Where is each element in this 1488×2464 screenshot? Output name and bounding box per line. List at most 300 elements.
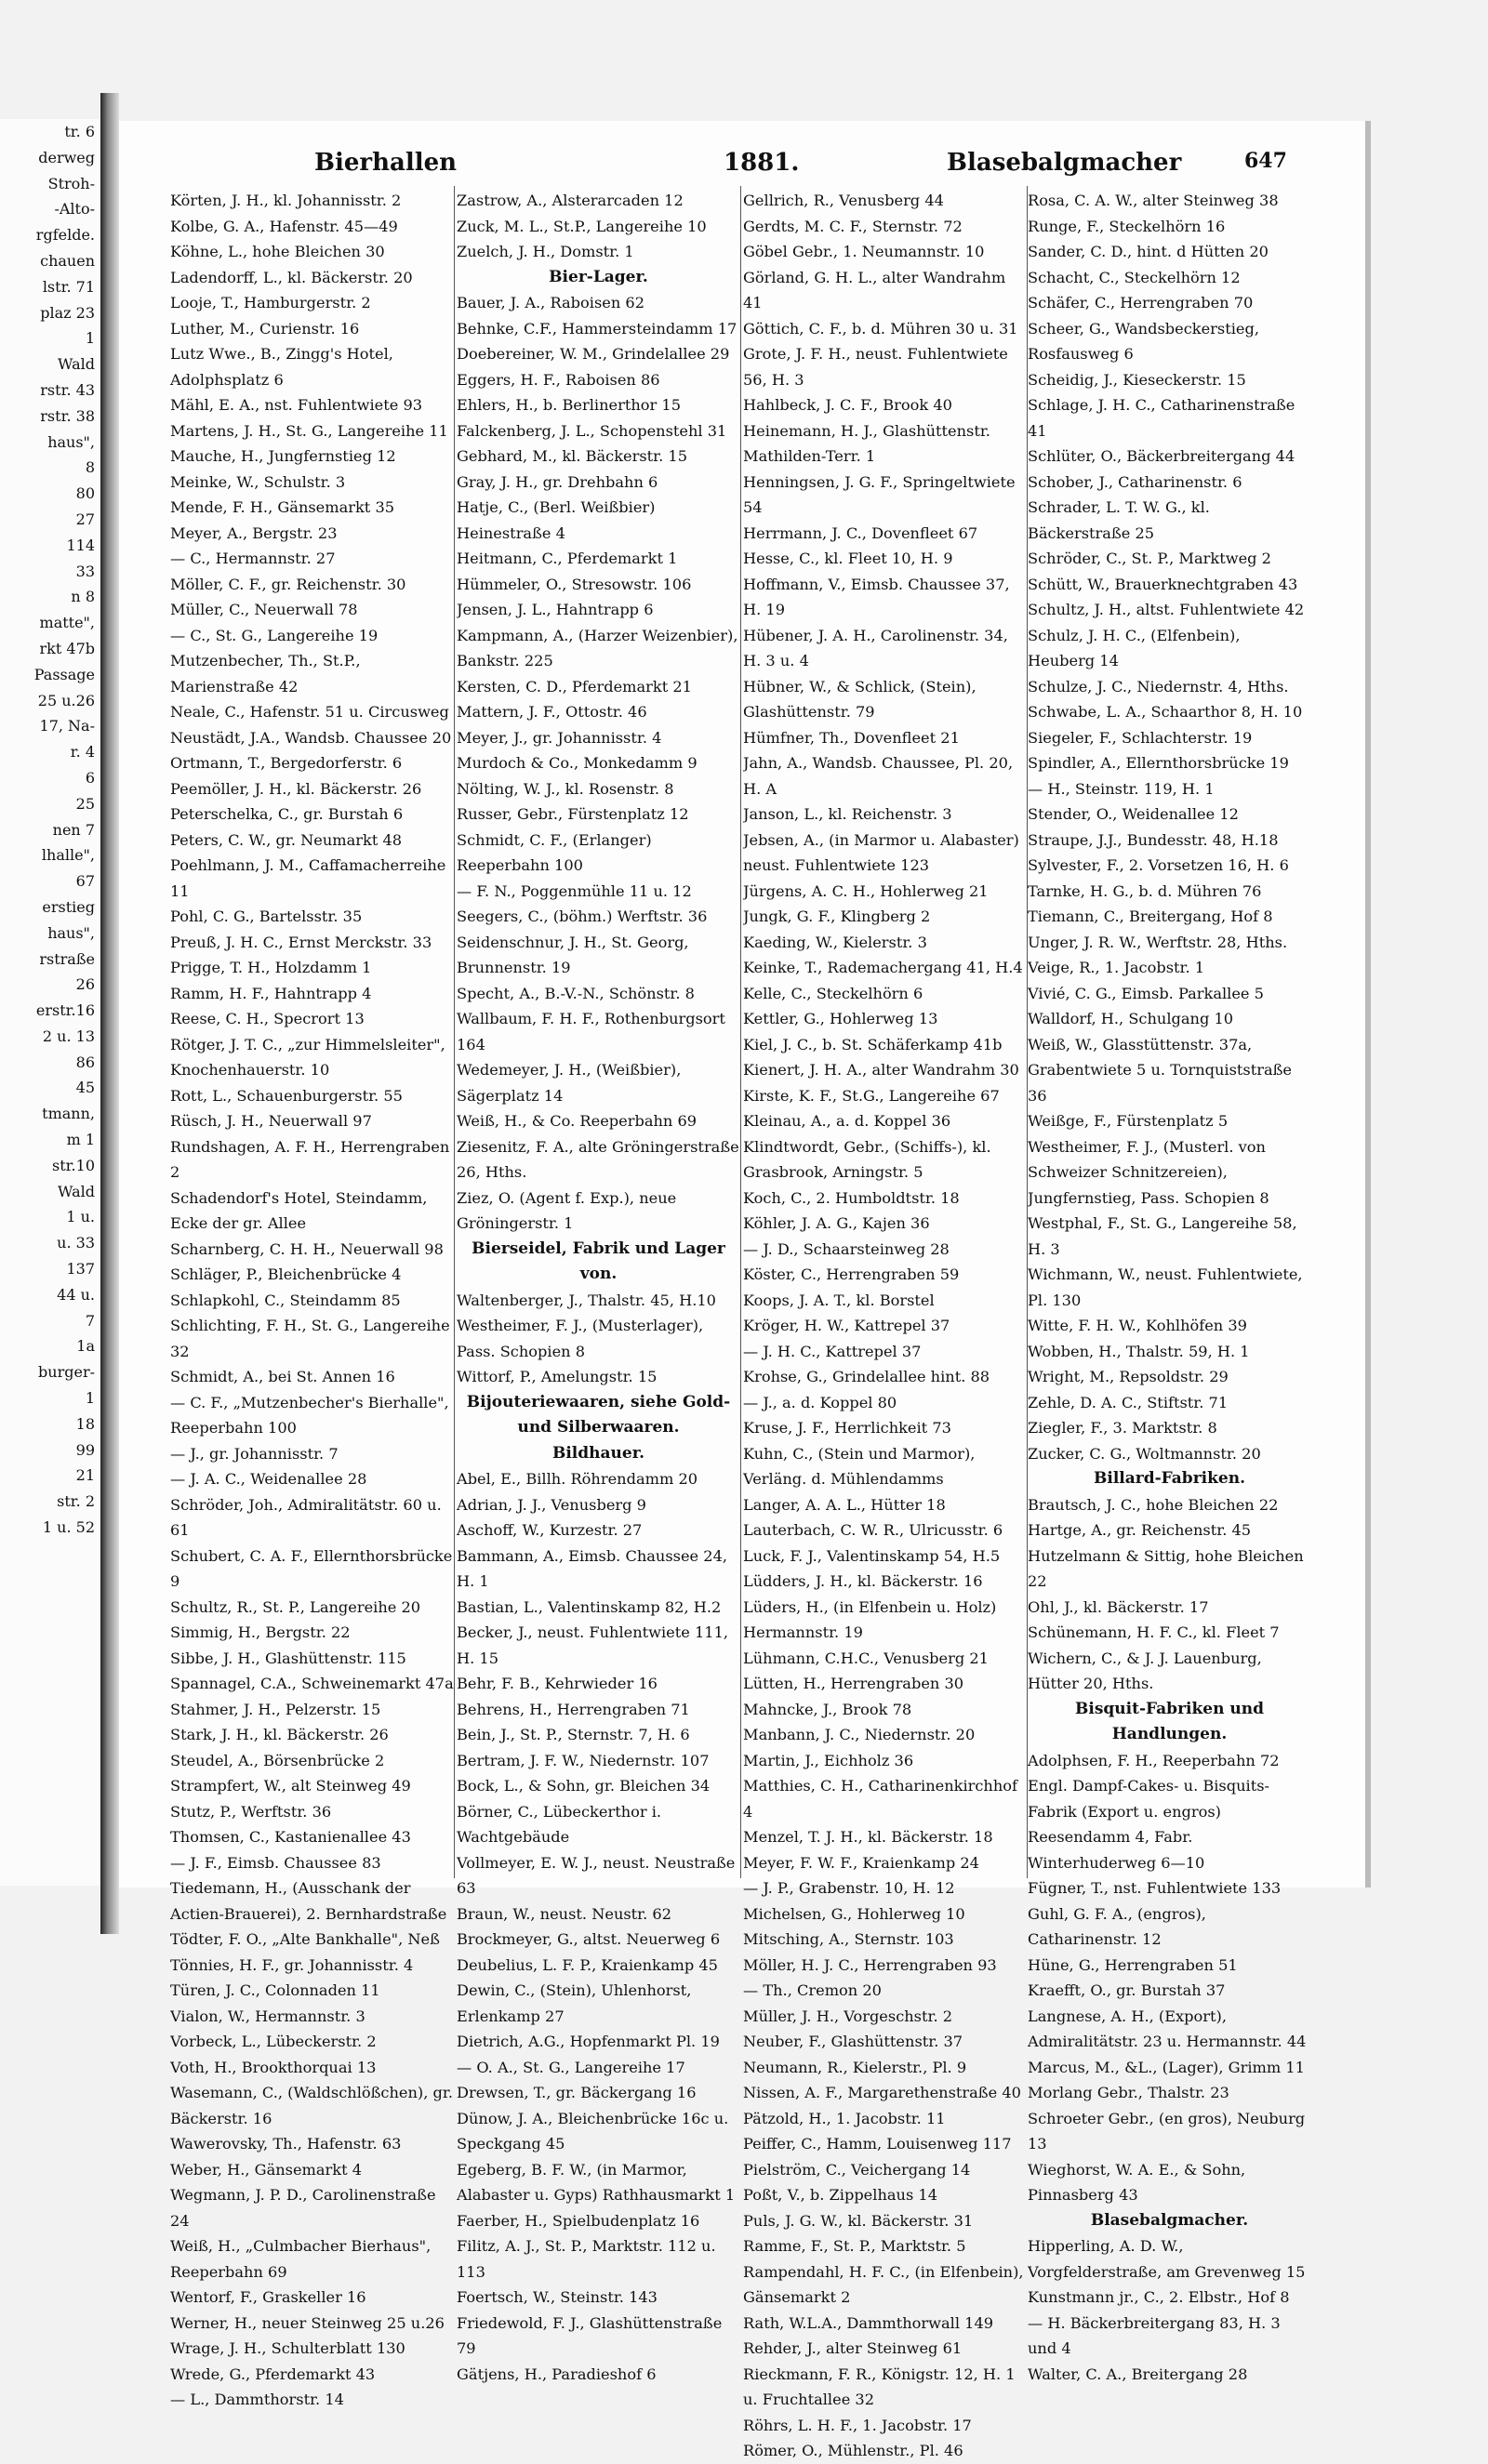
directory-entry: Ohl, J., kl. Bäckerstr. 17: [1028, 1597, 1209, 1616]
directory-entry: Wegmann, J. P. D., Carolinenstraße 24: [170, 2186, 436, 2230]
directory-entry: Voth, H., Brookthorquai 13: [170, 2058, 377, 2076]
fragment-line: 8: [85, 458, 95, 477]
directory-entry: Meyer, J., gr. Johannisstr. 4: [457, 728, 662, 747]
directory-entry: Hübner, W., & Schlick, (Stein), Glashüttenstr. 79: [743, 677, 976, 721]
directory-entry: Ziegler, F., 3. Marktstr. 8: [1028, 1419, 1217, 1437]
directory-entry: Morlang Gebr., Thalstr. 23: [1028, 2084, 1229, 2101]
entry-columns: [170, 188, 1361, 2459]
fragment-line: 137: [66, 1260, 95, 1278]
fragment-line: r. 4: [70, 743, 95, 762]
directory-entry: Zucker, C. G., Woltmannstr. 20: [1028, 1444, 1261, 1463]
directory-entry: Foertsch, W., Steinstr. 143: [457, 2288, 658, 2306]
directory-entry: Weiß, H., & Co. Reeperbahn 69: [457, 1112, 698, 1130]
directory-entry: Steudel, A., Börsenbrücke 2: [170, 1751, 385, 1769]
page-number: 647: [1244, 149, 1287, 173]
directory-entry: Vivié, C. G., Eimsb. Parkallee 5: [1028, 984, 1264, 1002]
directory-entry: Kraefft, O., gr. Burstah 37: [1028, 1981, 1226, 1999]
directory-entry: Tödter, F. O., „Alte Bankhalle", Neß: [170, 1930, 440, 1948]
fragment-line: str.10: [52, 1156, 95, 1174]
directory-entry: Puls, J. G. W., kl. Bäckerstr. 31: [743, 2211, 974, 2230]
header-left-title: Bierhallen: [314, 149, 458, 177]
directory-entry: Kunstmann jr., C., 2. Elbstr., Hof 8: [1028, 2288, 1290, 2306]
directory-entry: Weiß, W., Glasstüttenstr. 37a, Grabentwiete 5 u. Tornquiststraße 36: [1028, 1035, 1293, 1105]
fragment-line: 1: [85, 329, 95, 348]
fragment-line: 2 u. 13: [42, 1027, 95, 1045]
directory-entry: Werner, H., neuer Steinweg 25 u.26: [170, 2313, 445, 2332]
directory-entry: Tönnies, H. F., gr. Johannisstr. 4: [170, 1955, 414, 1974]
directory-entry: Wawerovsky, Th., Hafenstr. 63: [170, 2135, 402, 2153]
directory-entry: Janson, L., kl. Reichenstr. 3: [743, 805, 952, 823]
column-4: [1028, 188, 1311, 2387]
directory-entry: Schwabe, L. A., Schaarthor 8, H. 10: [1028, 703, 1303, 721]
directory-entry: Nölting, W. J., kl. Rosenstr. 8: [457, 779, 674, 798]
directory-entry: Luck, F. J., Valentinskamp 54, H.5: [743, 1546, 1001, 1565]
directory-entry: Behnke, C.F., Hammersteindamm 17: [457, 319, 737, 338]
directory-entry: Marcus, M., &L., (Lager), Grimm 11: [1028, 2058, 1305, 2076]
directory-entry: Gätjens, H., Paradieshof 6: [457, 2365, 657, 2383]
fragment-line: 18: [75, 1414, 95, 1433]
fragment-line: lhalle",: [41, 846, 95, 865]
directory-entry: Schmidt, A., bei St. Annen 16: [170, 1368, 395, 1385]
directory-entry: Pielström, C., Veichergang 14: [743, 2160, 971, 2179]
directory-entry: Neustädt, J.A., Wandsb. Chaussee 20: [170, 728, 452, 747]
directory-entry: Wasemann, C., (Waldschlößchen), gr. Bäckerstr. 16: [170, 2084, 453, 2127]
directory-entry: Schrader, L. T. W. G., kl. Bäckerstraße 25: [1028, 498, 1210, 542]
directory-entry: Rehder, J., alter Steinweg 61: [743, 2339, 963, 2357]
directory-entry: Bein, J., St. P., Sternstr. 7, H. 6: [457, 1726, 690, 1743]
fragment-line: 45: [75, 1079, 95, 1097]
directory-entry: Stark, J. H., kl. Bäckerstr. 26: [170, 1726, 389, 1743]
directory-entry: Rampendahl, H. F. C., (in Elfenbein), Gänsemarkt 2: [743, 2262, 1024, 2306]
directory-entry: Köhler, J. A. G., Kajen 36: [743, 1214, 930, 1232]
directory-entry: Kiel, J. C., b. St. Schäferkamp 41b: [743, 1035, 1003, 1053]
directory-entry: Schlichting, F. H., St. G., Langereihe 32: [170, 1317, 450, 1360]
directory-entry: Keinke, T., Rademachergang 41, H.4: [743, 959, 1023, 976]
fragment-line: tr. 6: [64, 123, 95, 140]
section-heading: Bierseidel, Fabrik und Lager von.: [472, 1239, 725, 1283]
header-year: 1881.: [724, 149, 800, 177]
directory-entry: Ziesenitz, F. A., alte Gröningerstraße 26, Hths.: [457, 1137, 739, 1181]
directory-entry: Strampfert, W., alt Steinweg 49: [170, 1777, 411, 1795]
fragment-line: Stroh-: [47, 174, 95, 192]
directory-entry: Gellrich, R., Venusberg 44: [743, 192, 944, 209]
directory-entry: Manbann, J. C., Niedernstr. 20: [743, 1726, 976, 1743]
directory-entry: Mahncke, J., Brook 78: [743, 1700, 912, 1718]
fragment-line: derweg: [38, 148, 95, 166]
fragment-line: 25 u.26: [37, 691, 95, 709]
directory-entry: — C., St. G., Langereihe 19: [170, 626, 379, 644]
directory-entry: Luther, M., Curienstr. 16: [170, 319, 360, 338]
directory-entry: Göbel Gebr., 1. Neumannstr. 10: [743, 243, 985, 260]
directory-entry: Vialon, W., Hermannstr. 3: [170, 2007, 365, 2025]
directory-entry: Hesse, C., kl. Fleet 10, H. 9: [743, 550, 953, 567]
directory-entry: Aschoff, W., Kurzestr. 27: [457, 1521, 643, 1539]
directory-entry: — L., Dammthorstr. 14: [170, 2391, 344, 2408]
directory-entry: Jahn, A., Wandsb. Chaussee, Pl. 20, H. A: [743, 754, 1014, 798]
fragment-line: Wald: [58, 1182, 95, 1200]
directory-entry: — J., gr. Johannisstr. 7: [170, 1444, 339, 1463]
directory-entry: Schroeter Gebr., (en gros), Neuburg 13: [1028, 2109, 1306, 2153]
directory-entry: Poehlmann, J. M., Caffamacherreihe 11: [170, 856, 446, 900]
directory-entry: Brautsch, J. C., hohe Bleichen 22: [1028, 1495, 1279, 1514]
directory-entry: Matthies, C. H., Catharinenkirchhof 4: [743, 1777, 1018, 1821]
directory-entry: Martens, J. H., St. G., Langereihe 11: [170, 421, 448, 440]
directory-entry: Wichern, C., & J. J. Lauenburg, Hütter 20, Hths.: [1028, 1649, 1262, 1692]
directory-entry: Sylvester, F., 2. Vorsetzen 16, H. 6: [1028, 856, 1289, 874]
directory-entry: Mutzenbecher, Th., St.P., Marienstraße 42: [170, 652, 361, 695]
directory-entry: Abel, E., Billh. Röhrendamm 20: [457, 1470, 698, 1488]
directory-entry: Jebsen, A., (in Marmor u. Alabaster) neust. Fuhlentwiete 123: [743, 830, 1019, 874]
directory-entry: Brockmeyer, G., altst. Neuerweg 6: [457, 1930, 721, 1948]
fragment-line: Wald: [58, 355, 95, 374]
directory-entry: Meinke, W., Schulstr. 3: [170, 472, 346, 491]
directory-entry: Hahlbeck, J. C. F., Brook 40: [743, 396, 952, 414]
directory-entry: Schröder, C., St. P., Marktweg 2: [1028, 550, 1271, 567]
directory-entry: Kampmann, A., (Harzer Weizenbier), Bankstr. 225: [457, 626, 738, 669]
facing-page-fragment: [0, 119, 102, 1886]
directory-entry: Möller, C. F., gr. Reichenstr. 30: [170, 575, 406, 593]
directory-entry: Rüsch, J. H., Neuerwall 97: [170, 1112, 372, 1130]
directory-entry: Römer, O., Mühlenstr., Pl. 46: [743, 2442, 963, 2459]
directory-entry: Mauche, H., Jungfernstieg 12: [170, 447, 396, 465]
directory-entry: Reese, C. H., Specrort 13: [170, 1010, 365, 1027]
directory-entry: — H., Steinstr. 119, H. 1: [1028, 779, 1215, 798]
directory-entry: — C. F., „Mutzenbecher's Bierhalle", Reeperbahn 100: [170, 1393, 449, 1437]
directory-entry: Hübener, J. A. H., Carolinenstr. 34, H. 3 u. 4: [743, 626, 1008, 669]
directory-entry: Mähl, E. A., nst. Fuhlentwiete 93: [170, 396, 423, 414]
directory-entry: Tarnke, H. G., b. d. Mühren 76: [1028, 881, 1262, 900]
directory-entry: Peemöller, J. H., kl. Bäckerstr. 26: [170, 779, 422, 798]
directory-entry: Doebereiner, W. M., Grindelallee 29: [457, 345, 730, 363]
directory-entry: Hutzelmann & Sittig, hohe Bleichen 22: [1028, 1546, 1304, 1590]
directory-entry: Scheer, G., Wandsbeckerstieg, Rosfausweg 6: [1028, 319, 1259, 363]
directory-entry: Hatje, C., (Berl. Weißbier) Heinestraße 4: [457, 498, 656, 542]
fragment-line: 80: [75, 484, 95, 503]
directory-entry: Jürgens, A. C. H., Hohlerweg 21: [743, 881, 989, 900]
directory-entry: Meyer, F. W. F., Kraienkamp 24: [743, 1853, 979, 1872]
fragment-line: 17, Na-: [39, 717, 95, 735]
directory-entry: Martin, J., Eichholz 36: [743, 1751, 914, 1769]
directory-entry: Schlage, J. H. C., Catharinenstraße 41: [1028, 396, 1295, 440]
fragment-line: 86: [75, 1053, 95, 1071]
directory-entry: Wentorf, F., Graskeller 16: [170, 2288, 366, 2306]
directory-entry: Wrede, G., Pferdemarkt 43: [170, 2365, 376, 2383]
directory-entry: Siegeler, F., Schlachterstr. 19: [1028, 728, 1253, 747]
fragment-line: 7: [85, 1311, 95, 1330]
directory-entry: Hartge, A., gr. Reichenstr. 45: [1028, 1521, 1252, 1539]
directory-entry: Adrian, J. J., Venusberg 9: [457, 1495, 646, 1514]
directory-entry: Fügner, T., nst. Fuhlentwiete 133: [1028, 1879, 1282, 1897]
section-heading: Blasebalgmacher.: [1090, 2210, 1249, 2230]
directory-entry: Nissen, A. F., Margarethenstraße 40: [743, 2084, 1021, 2101]
directory-entry: Schröder, Joh., Admiralitätstr. 60 u. 61: [170, 1495, 442, 1539]
directory-entry: Langer, A. A. L., Hütter 18: [743, 1495, 946, 1514]
directory-entry: Schultz, R., St. P., Langereihe 20: [170, 1597, 421, 1616]
directory-entry: Rieckmann, F. R., Königstr. 12, H. 1 u. Fruchtallee 32: [743, 2365, 1016, 2408]
directory-entry: Kienert, J. H. A., alter Wandrahm 30: [743, 1061, 1019, 1079]
directory-entry: Wedemeyer, J. H., (Weißbier), Sägerplatz 14: [457, 1061, 682, 1105]
fragment-line: 33: [75, 562, 95, 580]
directory-entry: Peters, C. W., gr. Neumarkt 48: [170, 830, 403, 849]
directory-entry: Simmig, H., Bergstr. 22: [170, 1623, 351, 1641]
directory-entry: — J. P., Grabenstr. 10, H. 12: [743, 1879, 955, 1897]
directory-entry: Stender, O., Weidenallee 12: [1028, 805, 1239, 823]
directory-entry: Hümfner, Th., Dovenfleet 21: [743, 728, 960, 747]
directory-entry: Möller, H. J. C., Herrengraben 93: [743, 1955, 997, 1974]
directory-entry: Thomsen, C., Kastanienallee 43: [170, 1828, 411, 1846]
directory-entry: Spindler, A., Ellernthorsbrücke 19: [1028, 754, 1289, 772]
directory-entry: Vollmeyer, E. W. J., neust. Neustraße 63: [457, 1853, 736, 1897]
directory-entry: Tiemann, C., Breitergang, Hof 8: [1028, 907, 1273, 925]
directory-entry: Lütten, H., Herrengraben 30: [743, 1675, 964, 1692]
directory-entry: Prigge, T. H., Holzdamm 1: [170, 959, 372, 976]
directory-entry: Körten, J. H., kl. Johannisstr. 2: [170, 192, 402, 209]
fragment-line: erstieg: [42, 897, 95, 916]
directory-page: [119, 121, 1365, 2459]
directory-entry: Dietrich, A.G., Hopfenmarkt Pl. 19: [457, 2033, 720, 2050]
directory-entry: Vorbeck, L., Lübeckerstr. 2: [170, 2033, 377, 2050]
directory-entry: Lüders, H., (in Elfenbein u. Holz) Hermannstr. 19: [743, 1597, 997, 1641]
directory-entry: Henningsen, J. G. F., Springeltwiete 54: [743, 472, 1016, 516]
directory-entry: — C., Hermannstr. 27: [170, 550, 336, 567]
directory-entry: Rott, L., Schauenburgerstr. 55: [170, 1086, 403, 1105]
directory-entry: Mitsching, A., Sternstr. 103: [743, 1930, 954, 1948]
directory-entry: Walldorf, H., Schulgang 10: [1028, 1010, 1234, 1027]
directory-entry: Ehlers, H., b. Berlinerthor 15: [457, 396, 682, 414]
directory-entry: Müller, C., Neuerwall 78: [170, 601, 358, 618]
directory-entry: Specht, A., B.-V.-N., Schönstr. 8: [457, 984, 695, 1002]
directory-entry: Spannagel, C.A., Schweinemarkt 47a: [170, 1675, 454, 1692]
fragment-line: 6: [85, 768, 95, 787]
directory-entry: Stahmer, J. H., Pelzerstr. 15: [170, 1700, 381, 1718]
directory-entry: Koch, C., 2. Humboldtstr. 18: [743, 1188, 960, 1207]
directory-entry: Rosa, C. A. W., alter Steinweg 38: [1028, 192, 1279, 209]
directory-entry: Hüne, G., Herrengraben 51: [1028, 1955, 1238, 1974]
directory-entry: Stutz, P., Werftstr. 36: [170, 1802, 332, 1821]
directory-entry: Drewsen, T., gr. Bäckergang 16: [457, 2084, 697, 2101]
directory-entry: Mattern, J. F., Ottostr. 46: [457, 703, 647, 721]
directory-entry: Rötger, J. T. C., „zur Himmelsleiter", Knochenhauerstr. 10: [170, 1035, 445, 1079]
fragment-line: m 1: [66, 1131, 95, 1149]
directory-entry: Veige, R., 1. Jacobstr. 1: [1028, 959, 1205, 976]
directory-entry: Behrens, H., Herrengraben 71: [457, 1700, 690, 1718]
directory-entry: Looje, T., Hamburgerstr. 2: [170, 294, 371, 311]
fragment-line: tmann,: [42, 1105, 95, 1123]
directory-entry: Michelsen, G., Hohlerweg 10: [743, 1904, 965, 1923]
directory-entry: Weber, H., Gänsemarkt 4: [170, 2160, 363, 2179]
fragment-line: 1 u.: [66, 1208, 95, 1226]
directory-entry: Gebhard, M., kl. Bäckerstr. 15: [457, 447, 688, 465]
directory-entry: Schadendorf's Hotel, Steindamm, Ecke der gr. Allee: [170, 1188, 428, 1232]
fragment-line: rgfelde.: [35, 226, 95, 245]
directory-entry: Weiß, H., „Culmbacher Bierhaus", Reeperbahn 69: [170, 2237, 432, 2281]
directory-entry: Runge, F., Steckelhörn 16: [1028, 217, 1226, 235]
directory-entry: Schultz, J. H., altst. Fuhlentwiete 42: [1028, 601, 1305, 618]
directory-entry: Ladendorff, L., kl. Bäckerstr. 20: [170, 268, 413, 286]
directory-entry: Neale, C., Hafenstr. 51 u. Circusweg: [170, 703, 449, 721]
fragment-line: u. 33: [57, 1234, 95, 1252]
directory-entry: Westphal, F., St. G., Langereihe 58, H. 3: [1028, 1214, 1297, 1258]
directory-entry: Meyer, A., Bergstr. 23: [170, 523, 338, 542]
directory-entry: Köster, C., Herrengraben 59: [743, 1265, 960, 1283]
directory-entry: Guhl, G. F. A., (engros), Catharinenstr. 12: [1028, 1904, 1206, 1948]
directory-entry: Falckenberg, J. L., Schopenstehl 31: [457, 421, 727, 440]
directory-entry: — H. Bäckerbreitergang 83, H. 3 und 4: [1028, 2313, 1281, 2357]
directory-entry: Lutz Wwe., B., Zingg's Hotel, Adolphsplatz 6: [170, 345, 393, 389]
directory-entry: Preuß, J. H. C., Ernst Merckstr. 33: [170, 933, 432, 951]
fragment-line: haus",: [47, 923, 95, 942]
directory-entry: Kleinau, A., a. d. Koppel 36: [743, 1112, 951, 1130]
directory-entry: Schober, J., Catharinenstr. 6: [1028, 472, 1242, 491]
directory-entry: — J. H. C., Kattrepel 37: [743, 1342, 922, 1360]
directory-entry: Ziez, O. (Agent f. Exp.), neue Gröningerstr. 1: [457, 1188, 677, 1232]
directory-entry: Poßt, V., b. Zippelhaus 14: [743, 2186, 937, 2204]
directory-entry: Schacht, C., Steckelhörn 12: [1028, 268, 1241, 286]
directory-entry: Bock, L., & Sohn, gr. Bleichen 34: [457, 1777, 711, 1795]
directory-entry: Engl. Dampf-Cakes- u. Bisquits-Fabrik (Export u. engros) Reesendamm 4, Fabr. Winterhuderweg 6—10: [1028, 1777, 1269, 1872]
directory-entry: Wieghorst, W. A. E., & Sohn, Pinnasberg 43: [1028, 2160, 1246, 2204]
directory-entry: — J. D., Schaarsteinweg 28: [743, 1239, 950, 1258]
fragment-line: 99: [75, 1440, 95, 1459]
directory-entry: Schütt, W., Brauerknechtgraben 43: [1028, 575, 1298, 593]
fragment-line: 27: [75, 510, 95, 528]
directory-entry: Türen, J. C., Colonnaden 11: [170, 1981, 380, 1999]
header-right-title: Blasebalgmacher: [947, 149, 1182, 177]
directory-entry: Krohse, G., Grindelallee hint. 88: [743, 1368, 990, 1385]
directory-entry: Bastian, L., Valentinskamp 82, H.2: [457, 1597, 722, 1616]
directory-entry: Göttich, C. F., b. d. Mühren 30 u. 31: [743, 319, 1018, 338]
directory-entry: Kruse, J. F., Herrlichkeit 73: [743, 1419, 951, 1437]
fragment-line: haus",: [47, 432, 95, 451]
fragment-line: 1a: [76, 1337, 95, 1356]
section-heading: Bildhauer.: [551, 1443, 645, 1463]
directory-entry: Becker, J., neust. Fuhlentwiete 111, H. 15: [457, 1623, 729, 1667]
fragment-line: burger-: [38, 1363, 95, 1382]
directory-entry: Tiedemann, H., (Ausschank der Actien-Brauerei), 2. Bernhardstraße: [170, 1879, 447, 1923]
directory-entry: Koops, J. A. T., kl. Borstel: [743, 1291, 935, 1309]
directory-entry: Witte, F. H. W., Kohlhöfen 39: [1028, 1317, 1247, 1334]
directory-entry: Braun, W., neust. Neustr. 62: [457, 1904, 672, 1923]
column-2: [457, 188, 740, 2387]
fragment-line: 114: [66, 536, 95, 554]
directory-entry: Hipperling, A. D. W., Vorgfelderstraße, am Grevenweg 15: [1028, 2237, 1306, 2281]
directory-entry: Dünow, J. A., Bleichenbrücke 16c u. Speckgang 45: [457, 2109, 729, 2153]
directory-entry: — J., a. d. Koppel 80: [743, 1393, 897, 1411]
fragment-line: n 8: [71, 588, 95, 606]
fragment-line: str. 2: [57, 1492, 95, 1511]
directory-entry: Seidenschnur, J. H., St. Georg, Brunnenstr. 19: [457, 933, 689, 976]
directory-entry: Kolbe, G. A., Hafenstr. 45—49: [170, 217, 398, 235]
directory-entry: — J. A. C., Weidenallee 28: [170, 1470, 367, 1488]
directory-entry: Westheimer, F. J., (Musterlager), Pass. Schopien 8: [457, 1317, 704, 1360]
directory-entry: — Th., Cremon 20: [743, 1981, 882, 1999]
directory-entry: Peiffer, C., Hamm, Louisenweg 117: [743, 2135, 1012, 2153]
directory-entry: Heitmann, C., Pferdemarkt 1: [457, 550, 678, 567]
fragment-line: lstr. 71: [42, 277, 95, 296]
directory-entry: Wrage, J. H., Schulterblatt 130: [170, 2339, 405, 2357]
fragment-line: rstr. 38: [40, 406, 95, 425]
fragment-line: chauen: [40, 251, 95, 270]
book-gutter: [100, 93, 119, 1934]
directory-entry: Gerdts, M. C. F., Sternstr. 72: [743, 217, 963, 235]
directory-entry: Scheidig, J., Kieseckerstr. 15: [1028, 370, 1246, 389]
directory-entry: Zuck, M. L., St.P., Langereihe 10: [457, 217, 707, 235]
fragment-line: 67: [75, 872, 95, 891]
directory-entry: Zuelch, J. H., Domstr. 1: [457, 243, 634, 260]
fragment-line: rstr. 43: [40, 380, 95, 399]
directory-entry: Kaeding, W., Kielerstr. 3: [743, 933, 927, 951]
directory-entry: Lühmann, C.H.C., Venusberg 21: [743, 1649, 989, 1667]
directory-entry: Adolphsen, F. H., Reeperbahn 72: [1028, 1751, 1280, 1769]
directory-entry: Bammann, A., Eimsb. Chaussee 24, H. 1: [457, 1546, 728, 1590]
section-heading: Bier-Lager.: [549, 267, 648, 286]
directory-entry: Gray, J. H., gr. Drehbahn 6: [457, 472, 658, 491]
directory-entry: Straupe, J.J., Bundesstr. 48, H.18: [1028, 830, 1279, 849]
directory-entry: Zehle, D. A. C., Stiftstr. 71: [1028, 1393, 1229, 1411]
directory-entry: Filitz, A. J., St. P., Marktstr. 112 u. 113: [457, 2237, 716, 2281]
directory-entry: Ramme, F., St. P., Marktstr. 5: [743, 2237, 966, 2255]
directory-entry: Pohl, C. G., Bartelsstr. 35: [170, 907, 363, 925]
directory-entry: Faerber, H., Spielbudenplatz 16: [457, 2211, 700, 2230]
section-heading: Bisquit-Fabriken und Handlungen.: [1075, 1699, 1264, 1743]
directory-entry: Kettler, G., Hohlerweg 13: [743, 1010, 938, 1027]
fragment-line: 1: [85, 1389, 95, 1408]
directory-entry: Görland, G. H. L., alter Wandrahm 41: [743, 268, 1006, 311]
fragment-line: rkt 47b: [39, 639, 95, 657]
directory-entry: Schlüter, O., Bäckerbreitergang 44: [1028, 447, 1295, 465]
directory-entry: Wright, M., Repsoldstr. 29: [1028, 1368, 1229, 1385]
directory-entry: Kirste, K. F., St.G., Langereihe 67: [743, 1086, 1000, 1105]
directory-entry: Bauer, J. A., Raboisen 62: [457, 294, 645, 311]
fragment-line: erstr.16: [35, 1001, 95, 1020]
directory-entry: — O. A., St. G., Langereihe 17: [457, 2058, 685, 2076]
directory-entry: Schulz, J. H. C., (Elfenbein), Heuberg 14: [1028, 626, 1241, 669]
directory-entry: Köhne, L., hohe Bleichen 30: [170, 243, 385, 260]
column-1: [170, 188, 454, 2413]
directory-entry: Wallbaum, F. H. F., Rothenburgsort 164: [457, 1010, 725, 1053]
directory-entry: Deubelius, L. F. P., Kraienkamp 45: [457, 1955, 718, 1974]
directory-entry: Schubert, C. A. F., Ellernthorsbrücke 9: [170, 1546, 453, 1590]
directory-entry: — J. F., Eimsb. Chaussee 83: [170, 1853, 381, 1872]
directory-entry: Neuber, F., Glashüttenstr. 37: [743, 2033, 963, 2050]
directory-entry: Rundshagen, A. F. H., Herrengraben 2: [170, 1137, 450, 1181]
directory-entry: Langnese, A. H., (Export), Admiralitätstr. 23 u. Hermannstr. 44: [1028, 2007, 1307, 2050]
directory-entry: Russer, Gebr., Fürstenplatz 12: [457, 805, 689, 823]
fragment-line: -Alto-: [54, 200, 95, 219]
directory-entry: Jungk, G. F., Klingberg 2: [743, 907, 931, 925]
directory-entry: Weißge, F., Fürstenplatz 5: [1028, 1112, 1229, 1130]
fragment-line: 44 u.: [57, 1285, 95, 1304]
directory-entry: Murdoch & Co., Monkedamm 9: [457, 754, 698, 772]
directory-entry: Kröger, H. W., Kattrepel 37: [743, 1317, 950, 1334]
directory-entry: Kelle, C., Steckelhörn 6: [743, 984, 923, 1002]
directory-entry: Seegers, C., (böhm.) Werftstr. 36: [457, 907, 708, 925]
directory-entry: Schläger, P., Bleichenbrücke 4: [170, 1265, 402, 1283]
directory-entry: Waltenberger, J., Thalstr. 45, H.10: [457, 1291, 716, 1309]
column-3: [743, 188, 1027, 2464]
fragment-line: 21: [75, 1466, 95, 1485]
directory-entry: Müller, J. H., Vorgeschstr. 2: [743, 2007, 953, 2025]
directory-entry: — F. N., Poggenmühle 11 u. 12: [457, 881, 692, 900]
running-header: [147, 149, 1337, 186]
directory-entry: Egeberg, B. F. W., (in Marmor, Alabaster u. Gyps) Rathhausmarkt 1: [457, 2160, 736, 2204]
directory-entry: Wichmann, W., neust. Fuhlentwiete, Pl. 130: [1028, 1265, 1303, 1309]
directory-entry: Dewin, C., (Stein), Uhlenhorst, Erlenkamp 27: [457, 1981, 692, 2025]
fragment-line: nen 7: [52, 820, 95, 839]
directory-entry: Westheimer, F. J., (Musterl. von Schweizer Schnitzereien), Jungfernstieg, Pass. Schopien 8: [1028, 1137, 1269, 1207]
fragment-line: rstraße: [39, 949, 95, 968]
directory-entry: Rath, W.L.A., Dammthorwall 149: [743, 2313, 994, 2332]
